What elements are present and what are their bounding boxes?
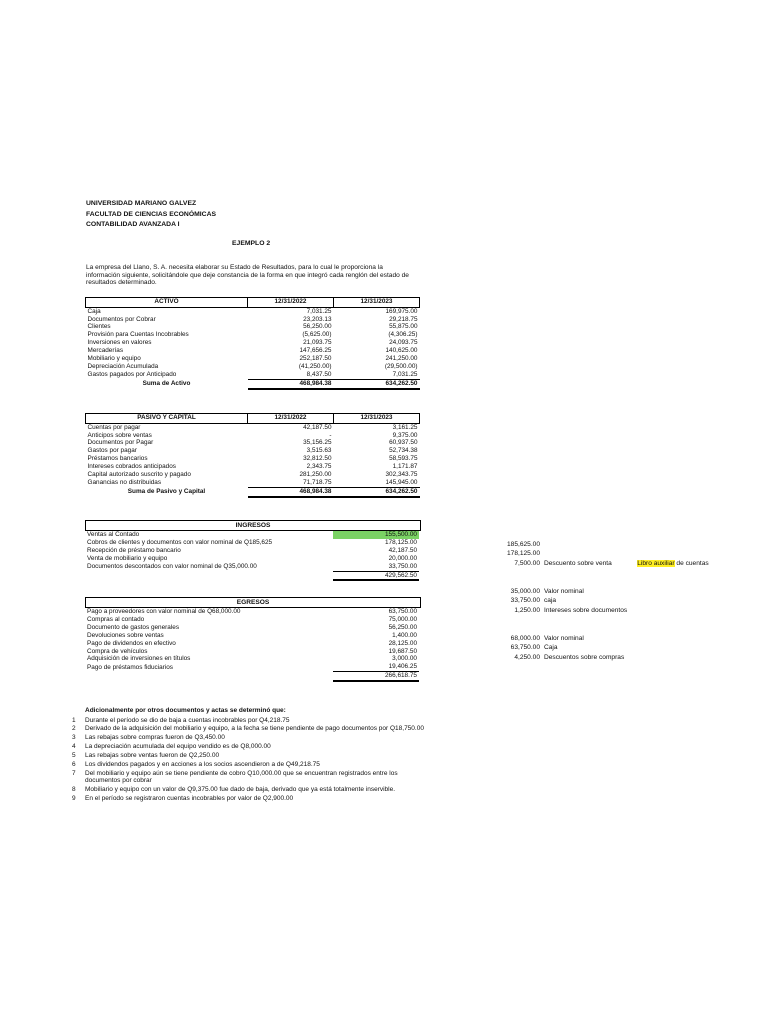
table-row [85, 539, 419, 547]
note-text: Derivado de la adquisición del mobiliario y equipo, a la fecha se tiene pendiente de pago documentos por Q18,750.00 [85, 725, 424, 733]
side-row [498, 540, 711, 549]
note-item [72, 725, 432, 732]
value-2022: 35,156.25 [303, 439, 332, 447]
pasivo-table [85, 413, 420, 498]
total-row [85, 672, 419, 681]
row-label: Intereses cobrados anticipados [87, 463, 176, 471]
value-2022: 252,187.50 [299, 355, 332, 363]
note-text: Las rebajas sobre ventas fueron de Q2,250.00 [85, 752, 220, 760]
side-amount: 33,750.00 [510, 597, 540, 605]
row-label: Pago a proveedores con valor nominal de Q68,000.00 [87, 608, 241, 615]
additional-notes [72, 708, 432, 804]
value-2022: 23,203.13 [303, 315, 332, 323]
row-label: Cuentas por pagar [86, 423, 248, 431]
table-row [86, 432, 420, 440]
total-value: 266,618.75 [333, 672, 419, 681]
side-amount: 63,750.00 [510, 644, 540, 652]
side-amount: 4,250.00 [514, 653, 540, 661]
side-row [498, 549, 711, 558]
spacer [85, 672, 333, 681]
note-text: Durante el período se dio de baja a cuentas incobrables por Q4,218.75 [85, 716, 290, 724]
value-2023: 140,625.00 [385, 347, 418, 355]
total-label: Suma de Pasivo y Capital [127, 488, 206, 496]
note-number: 7 [72, 769, 76, 777]
side-calculations [498, 540, 711, 662]
row-label: Ventas al Contado [87, 531, 140, 538]
value-2022: 42,187.50 [248, 423, 334, 431]
value-2022: 8,437.50 [306, 370, 332, 378]
value-2023: 58,593.75 [389, 455, 418, 463]
intro-paragraph: La empresa del Llano, S. A. necesita elaborar su Estado de Resultados, para lo cual le proporciona la información siguiente, solicitándole que deje constancia de la forma en que integró cada renglón del estado de resultados determinado. [86, 264, 409, 287]
ingresos-table [85, 531, 419, 581]
notes-title: Adicionalmente por otros documentos y actas se determinó que: [85, 707, 286, 714]
activo-table [85, 297, 420, 390]
university-name: UNIVERSIDAD MARIANO GALVEZ [86, 200, 197, 207]
side-description: Intereses sobre documentos [544, 606, 628, 614]
value-2022: 7,031.25 [248, 307, 334, 315]
row-label: Provisión para Cuentas Incobrables [87, 331, 189, 339]
row-value: 56,250.00 [388, 623, 417, 631]
total-2023: 634,262.50 [334, 379, 420, 388]
total-2022: 468,984.38 [248, 487, 334, 496]
row-label: Inversiones en valores [87, 339, 152, 347]
value-2023: 169,975.00 [334, 307, 420, 315]
value-2023: 9,375.00 [392, 431, 418, 439]
side-row [498, 578, 711, 587]
note-number: 5 [72, 752, 76, 760]
note-number: 2 [72, 725, 76, 733]
value-2022: 2,343.75 [306, 463, 332, 471]
side-description: Descuento sobre venta [544, 559, 612, 567]
row-label: Préstamos bancarios [87, 455, 148, 463]
value-2023: 1,171.87 [392, 463, 418, 471]
value-2023: (29,500.00) [384, 362, 418, 370]
faculty-name: FACULTAD DE CIENCIAS ECONÓMICAS [86, 211, 217, 218]
note-text: Del mobiliario y equipo aún se tiene pendiente de cobro Q10,000.00 que se encuentran registrados entre los documentos por cobrar [85, 769, 398, 785]
row-value: 42,187.50 [388, 546, 417, 554]
table-row [86, 331, 420, 339]
side-description: Valor nominal [544, 588, 584, 595]
table-row [85, 616, 419, 624]
table-row [86, 439, 420, 447]
row-value: 19,406.25 [388, 663, 417, 671]
row-label: Pago de préstamos fiduciarios [87, 663, 173, 671]
side-row [498, 606, 711, 615]
note-item [72, 770, 432, 785]
table-row [86, 455, 420, 463]
note-text: La depreciación acumulada del equipo vendido es de Q8,000.00 [85, 743, 271, 751]
row-label: Gastos por pagar [87, 447, 137, 455]
row-label: Anticipos sobre ventas [87, 431, 152, 439]
value-2022: 21,093.75 [303, 339, 332, 347]
row-value: 28,125.00 [388, 639, 417, 647]
row-label: Mobiliario y equipo [87, 355, 141, 363]
row-value: 3,000.00 [392, 655, 417, 663]
row-value: 155,500.00 [333, 531, 419, 539]
note-item [72, 761, 432, 768]
value-2022: - [329, 431, 332, 439]
side-row [498, 587, 711, 596]
table-row [86, 463, 420, 471]
value-2023: 55,875.00 [389, 323, 418, 331]
side-description [542, 615, 629, 624]
side-description: Descuentos sobre compras [544, 653, 625, 661]
note-item [72, 795, 432, 802]
row-label: Documento de gastos generales [87, 623, 180, 631]
table-row [86, 316, 420, 324]
side-description [542, 568, 629, 577]
side-description [542, 540, 629, 549]
total-row [86, 487, 420, 496]
egresos-header: EGRESOS [85, 597, 421, 608]
activo-col-2023: 12/31/2023 [334, 298, 420, 308]
row-value: 1,400.00 [392, 631, 417, 639]
value-2023: 60,937.50 [389, 439, 418, 447]
side-amount: 7,500.00 [514, 559, 540, 567]
side-row [498, 653, 711, 662]
note-item [72, 786, 432, 793]
row-value: 178,125.00 [385, 538, 417, 546]
value-2023: 24,093.75 [389, 339, 418, 347]
row-value: 33,750.00 [388, 562, 417, 570]
side-row [498, 596, 711, 605]
note-text: En el período se registraron cuentas incobrables por valor de Q2,900.00 [85, 794, 294, 802]
row-label: Caja [86, 307, 248, 315]
note-number: 6 [72, 760, 76, 768]
ledger-note [629, 559, 710, 568]
pasivo-header: PASIVO Y CAPITAL [86, 414, 248, 424]
row-label: Depreciación Acumulada [87, 362, 159, 370]
value-2023: 145,945.00 [385, 478, 418, 486]
table-row [85, 608, 419, 616]
note-item [72, 717, 432, 724]
activo-header: ACTIVO [86, 298, 248, 308]
note-text: Las rebajas sobre compras fueron de Q3,450.00 [85, 734, 225, 742]
table-row [86, 371, 420, 379]
row-value: 75,000.00 [388, 615, 417, 623]
side-amount [498, 578, 542, 587]
total-row [86, 379, 420, 388]
side-row [498, 559, 711, 568]
activo-col-2022: 12/31/2022 [248, 298, 334, 308]
value-2023: (4,306.25) [388, 331, 418, 339]
side-description [542, 625, 629, 634]
value-2023: 7,031.25 [392, 370, 418, 378]
value-2023: 241,250.00 [385, 355, 418, 363]
table-row [86, 479, 420, 487]
table-row [85, 531, 419, 539]
table-row [86, 447, 420, 455]
row-label: Compra de vehículos [87, 647, 148, 655]
side-amount: 35,000.00 [510, 588, 540, 595]
ingresos-header: INGRESOS [85, 520, 421, 531]
row-label: Venta de mobiliario y equipo [87, 554, 168, 562]
total-row [85, 571, 419, 580]
table-row [85, 632, 419, 640]
pasivo-col-2022: 12/31/2022 [248, 414, 334, 424]
side-row [498, 625, 711, 634]
row-label: Compras al contado [87, 615, 145, 623]
total-value: 429,562.50 [333, 571, 419, 580]
note-text: Los dividendos pagados y en acciones a los socios ascendieron a de Q49,218.75 [85, 760, 320, 768]
value-2022: 71,718.75 [303, 478, 332, 486]
note-number: 4 [72, 743, 76, 751]
table-row [86, 307, 420, 315]
row-label: Clientes [87, 323, 111, 331]
side-description: caja [544, 597, 557, 605]
example-title: EJEMPLO 2 [232, 240, 271, 247]
side-amount [498, 615, 542, 624]
value-2022: 3,515.63 [306, 447, 332, 455]
table-row [85, 640, 419, 648]
table-row [85, 555, 419, 563]
row-label: Gastos pagados por Anticipado [87, 371, 177, 379]
value-2023: 29,218.75 [389, 315, 418, 323]
side-row [498, 643, 711, 652]
ledger-highlight: Libro auxiliar [637, 559, 675, 567]
table-row [85, 547, 419, 555]
side-description: Valor nominal [544, 635, 584, 642]
row-label: Capital autorizado suscrito y pagado [87, 471, 191, 479]
row-label: Mercaderías [87, 347, 124, 355]
side-amount [498, 625, 542, 634]
spacer [85, 571, 333, 580]
value-2022: 281,250.00 [299, 471, 332, 479]
note-number: 8 [72, 786, 76, 794]
side-amount [498, 568, 542, 577]
value-2022: (41,250.00) [298, 362, 332, 370]
pasivo-col-2023: 12/31/2023 [334, 414, 420, 424]
row-label: Documentos por Cobrar [87, 315, 156, 323]
table-row [85, 663, 419, 671]
value-2022: (5,625.00) [302, 331, 332, 339]
row-label: Documentos por Pagar [87, 439, 154, 447]
value-2023: 3,161.25 [334, 423, 420, 431]
note-item [72, 743, 432, 750]
row-label: Documentos descontados con valor nominal de Q35,000.00 [87, 562, 257, 570]
table-row [86, 339, 420, 347]
egresos-table [85, 608, 419, 682]
table-row [85, 655, 419, 663]
side-row [498, 615, 711, 624]
side-row [498, 634, 711, 643]
row-value: 63,750.00 [388, 608, 417, 615]
total-2023: 634,262.50 [334, 487, 420, 496]
value-2022: 56,250.00 [303, 323, 332, 331]
note-text: Mobiliario y equipo con un valor de Q9,375.00 fue dado de baja, derivado que ya está totalmente inservible. [85, 786, 396, 794]
side-description [542, 549, 629, 558]
table-row [86, 471, 420, 479]
table-row [86, 423, 420, 431]
table-row [86, 355, 420, 363]
row-label: Adquisición de inversiones en títulos [87, 655, 191, 663]
side-row [498, 568, 711, 577]
row-label: Cobros de clientes y documentos con valor nominal de Q185,625 [87, 538, 273, 546]
side-description [542, 578, 629, 587]
side-amount: 1,250.00 [514, 606, 540, 614]
value-2023: 302,343.75 [385, 471, 418, 479]
side-amount: 185,625.00 [506, 541, 540, 548]
row-label: Devoluciones sobre ventas [87, 631, 164, 639]
table-row [86, 323, 420, 331]
row-value: 20,000.00 [388, 554, 417, 562]
value-2023: 52,734.38 [389, 447, 418, 455]
row-label: Ganancias no distribuidas [87, 479, 162, 487]
table-row [86, 347, 420, 355]
row-label: Recepción de préstamo bancario [87, 546, 181, 554]
note-number: 3 [72, 734, 76, 742]
table-row [86, 363, 420, 371]
table-row [85, 648, 419, 656]
total-label: Suma de Activo [142, 380, 191, 387]
note-number: 9 [72, 794, 76, 802]
ledger-rest: de cuentas [674, 559, 709, 567]
table-row [85, 624, 419, 632]
row-label: Pago de dividendos en efectivo [87, 639, 176, 647]
side-amount: 178,125.00 [506, 550, 540, 558]
value-2022: 147,656.25 [299, 347, 332, 355]
table-row [85, 563, 419, 571]
side-description: Caja [544, 644, 558, 652]
side-amount: 68,000.00 [510, 635, 540, 642]
row-value: 19,687.50 [388, 647, 417, 655]
course-name: CONTABILIDAD AVANZADA I [86, 221, 180, 228]
value-2022: 32,812.50 [303, 455, 332, 463]
note-item [72, 752, 432, 759]
note-item [72, 734, 432, 741]
note-number: 1 [72, 716, 76, 724]
total-2022: 468,984.38 [248, 379, 334, 388]
